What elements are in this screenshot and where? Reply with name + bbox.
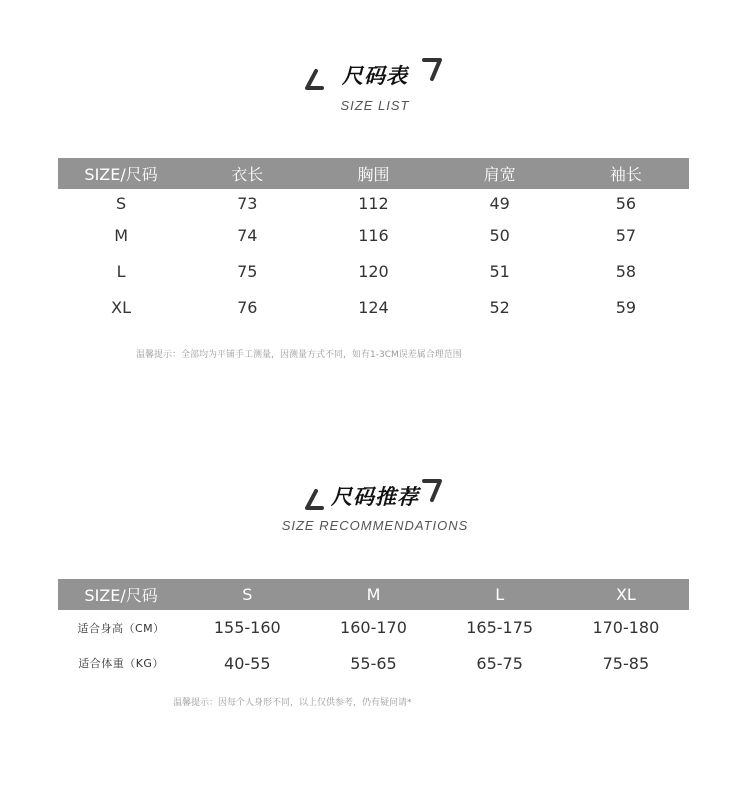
table-cell: 75: [237, 261, 258, 281]
table-cell: 59: [615, 297, 637, 317]
row-label: 适合体重（KG）: [78, 657, 164, 670]
measurement-note: 温馨提示：全部均为平铺手工测量，因测量方式不同，如有1-3CM误差属合理范围: [136, 350, 462, 360]
column-header: S: [242, 585, 253, 604]
table-cell: 124: [358, 297, 389, 317]
section-subtitle: SIZE LIST: [340, 98, 410, 113]
column-header: 肩宽: [483, 165, 516, 184]
size-list-table: [58, 158, 689, 325]
table-cell: 57: [615, 226, 637, 245]
table-row: [58, 289, 689, 325]
right-bracket-icon: [422, 56, 444, 82]
table-cell: 49: [489, 194, 510, 213]
table-cell: 75-85: [602, 653, 650, 673]
table-cell: 51: [489, 261, 510, 281]
section-title: 尺码表: [342, 64, 408, 88]
table-cell: 76: [237, 297, 258, 317]
table-row: [58, 610, 689, 645]
table-cell: 112: [358, 194, 389, 213]
column-header: SIZE/尺码: [84, 165, 158, 184]
table-row: [58, 645, 689, 681]
table-cell: 155-160: [213, 618, 281, 637]
column-header: SIZE/尺码: [84, 586, 158, 605]
table-cell: 65-75: [476, 653, 523, 673]
column-header: 衣长: [231, 165, 264, 184]
table-row: [58, 253, 689, 289]
table-cell: XL: [111, 297, 132, 317]
column-header: 胸围: [357, 165, 390, 184]
column-header: XL: [615, 585, 636, 604]
column-header: L: [495, 585, 505, 604]
size-recommendations-table: [58, 579, 689, 681]
table-cell: 170-180: [592, 618, 660, 637]
table-cell: 58: [615, 261, 637, 281]
table-cell: M: [114, 226, 128, 245]
size-recommendations-heading: [0, 477, 750, 517]
size-list-heading: [0, 56, 750, 96]
table-cell: 50: [489, 226, 510, 245]
table-cell: 52: [489, 297, 510, 317]
table-row: [58, 189, 689, 218]
table-cell: 116: [358, 226, 389, 245]
section-subtitle: SIZE RECOMMENDATIONS: [281, 518, 469, 533]
recommendation-note: 温馨提示：因每个人身形不同，以上仅供参考，仍有疑问请*: [173, 698, 412, 708]
table-cell: 55-65: [350, 653, 397, 673]
right-bracket-icon: [422, 477, 444, 503]
table-header-row: [58, 579, 689, 610]
table-header-row: [58, 158, 689, 189]
table-cell: S: [116, 194, 127, 213]
table-cell: 160-170: [340, 618, 407, 637]
table-cell: L: [116, 261, 126, 281]
table-cell: 120: [358, 261, 389, 281]
table-cell: 74: [237, 226, 258, 245]
table-cell: 165-175: [466, 618, 534, 637]
section-title: 尺码推荐: [331, 485, 419, 509]
row-label: 适合身高（CM）: [77, 621, 165, 635]
column-header: 袖长: [609, 165, 642, 184]
column-header: M: [366, 585, 381, 604]
table-cell: 73: [237, 194, 258, 213]
table-cell: 56: [615, 194, 637, 213]
table-row: [58, 218, 689, 253]
table-cell: 40-55: [224, 653, 271, 673]
